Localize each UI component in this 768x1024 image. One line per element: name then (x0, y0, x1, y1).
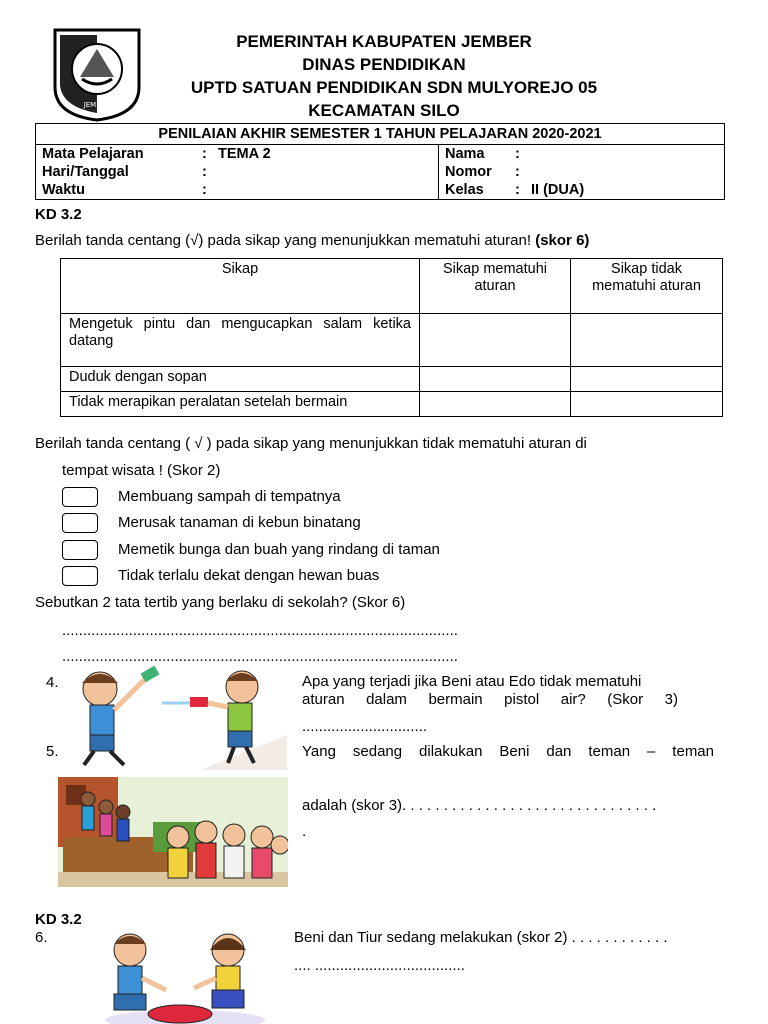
checkbox-option[interactable] (62, 487, 341, 507)
table-header-cell: Sikap (61, 259, 420, 314)
question-6-line-1: Beni dan Tiur sedang melakukan (skor 2) . . . . . . . . . . . . (294, 929, 668, 946)
table-header-row (61, 259, 723, 314)
info-label: Nomor (445, 164, 492, 180)
exam-info-box (35, 123, 725, 200)
kids-group-illustration (58, 777, 288, 887)
answer-line[interactable]: ............................................................................................... (62, 622, 458, 639)
answer-line[interactable]: .............................. (302, 718, 428, 735)
checkbox[interactable] (62, 513, 98, 533)
info-row-date (42, 163, 432, 181)
info-colon: : (515, 182, 520, 198)
info-colon: : (515, 146, 520, 162)
info-label: Kelas (445, 182, 484, 198)
table-cell-attitude: Duduk dengan sopan (61, 367, 420, 392)
table-row (61, 392, 723, 417)
info-row-subject (42, 145, 432, 163)
question-2-line-2: tempat wisata ! (Skor 2) (62, 462, 221, 479)
info-row-number (445, 163, 584, 181)
table-cell-check-obey[interactable] (420, 392, 571, 417)
logo-text: JEMBER (83, 101, 111, 109)
checkbox-label: Tidak terlalu dekat dengan hewan buas (118, 567, 380, 584)
info-label: Waktu (42, 182, 85, 198)
kd-label: KD 3.2 (35, 206, 82, 223)
info-label: Hari/Tanggal (42, 164, 129, 180)
info-row-class (445, 181, 584, 199)
header-line-2: DINAS PENDIDIKAN (302, 55, 466, 74)
checkbox-option[interactable] (62, 566, 379, 586)
info-value: TEMA 2 (218, 146, 271, 162)
answer-line[interactable]: ............................................................................................... (62, 648, 458, 665)
info-colon: : (202, 146, 207, 162)
info-colon: : (202, 164, 207, 180)
question-5-line-2: adalah (skor 3). . . . . . . . . . . . . . . . . . . . . . . . . . . . . . . (302, 797, 657, 814)
table-row (61, 367, 723, 392)
kids-water-gun-illustration (62, 665, 287, 770)
checkbox-label: Merusak tanaman di kebun binatang (118, 514, 361, 531)
table-cell-check-disobey[interactable] (571, 314, 723, 367)
kd-label: KD 3.2 (35, 911, 82, 928)
header-line-3: UPTD SATUAN PENDIDIKAN SDN MULYOREJO 05 (190, 78, 598, 97)
info-value: II (DUA) (531, 182, 585, 198)
question-2-line-1: Berilah tanda centang ( √ ) pada sikap yang menunjukkan tidak mematuhi aturan di (35, 435, 587, 452)
table-cell-attitude: Tidak merapikan peralatan setelah bermain (61, 392, 420, 417)
question-6-line-2[interactable]: .... .................................... (294, 957, 465, 974)
question-1-text (35, 231, 589, 251)
header-line-4: KECAMATAN SILO (308, 101, 460, 120)
info-label: Mata Pelajaran (42, 146, 144, 162)
info-colon: : (202, 182, 207, 198)
question-1-instruction: Berilah tanda centang (√) pada sikap yang menunjukkan mematuhi aturan! (35, 232, 532, 249)
checkbox-option[interactable] (62, 540, 440, 560)
info-right-column (439, 145, 590, 199)
info-row-name (445, 145, 584, 163)
question-5-line-1: Yang sedang dilakukan Beni dan teman – teman (302, 743, 714, 760)
table-cell-check-obey[interactable] (420, 367, 571, 392)
question-3-text: Sebutkan 2 tata tertib yang berlaku di sekolah? (Skor 6) (35, 594, 406, 611)
table-cell-check-disobey[interactable] (571, 392, 723, 417)
checkbox-label: Membuang sampah di tempatnya (118, 488, 341, 505)
info-label: Nama (445, 146, 485, 162)
exam-title: PENILAIAN AKHIR SEMESTER 1 TAHUN PELAJARAN 2020-2021 (36, 124, 724, 145)
checkbox-option[interactable] (62, 513, 361, 533)
question-5-number: 5. (46, 743, 59, 760)
table-header-cell: Sikap tidak mematuhi aturan (571, 259, 723, 314)
checkbox[interactable] (62, 566, 98, 586)
table-row (61, 314, 723, 367)
checkbox[interactable] (62, 540, 98, 560)
question-4-line-1: Apa yang terjadi jika Beni atau Edo tidak mematuhi (302, 673, 642, 690)
table-cell-check-obey[interactable] (420, 314, 571, 367)
info-left-column (36, 145, 439, 199)
table-cell-check-disobey[interactable] (571, 367, 723, 392)
table-cell-attitude: Mengetuk pintu dan mengucapkan salam ketika datang (61, 314, 420, 367)
table-header-cell: Sikap mematuhi aturan (420, 259, 571, 314)
info-row-time (42, 181, 432, 199)
kids-playing-illustration (100, 930, 270, 1024)
checkbox-label: Memetik bunga dan buah yang rindang di taman (118, 541, 440, 558)
question-5-line-3: . (302, 823, 307, 840)
header-line-1: PEMERINTAH KABUPATEN JEMBER (236, 32, 532, 51)
question-1-score: (skor 6) (535, 232, 590, 249)
question-4-line-2: aturan dalam bermain pistol air? (Skor 3) (302, 691, 678, 708)
attitude-table (60, 258, 723, 417)
info-colon: : (515, 164, 520, 180)
question-6-number: 6. (35, 929, 48, 946)
question-4-number: 4. (46, 674, 59, 691)
checkbox[interactable] (62, 487, 98, 507)
